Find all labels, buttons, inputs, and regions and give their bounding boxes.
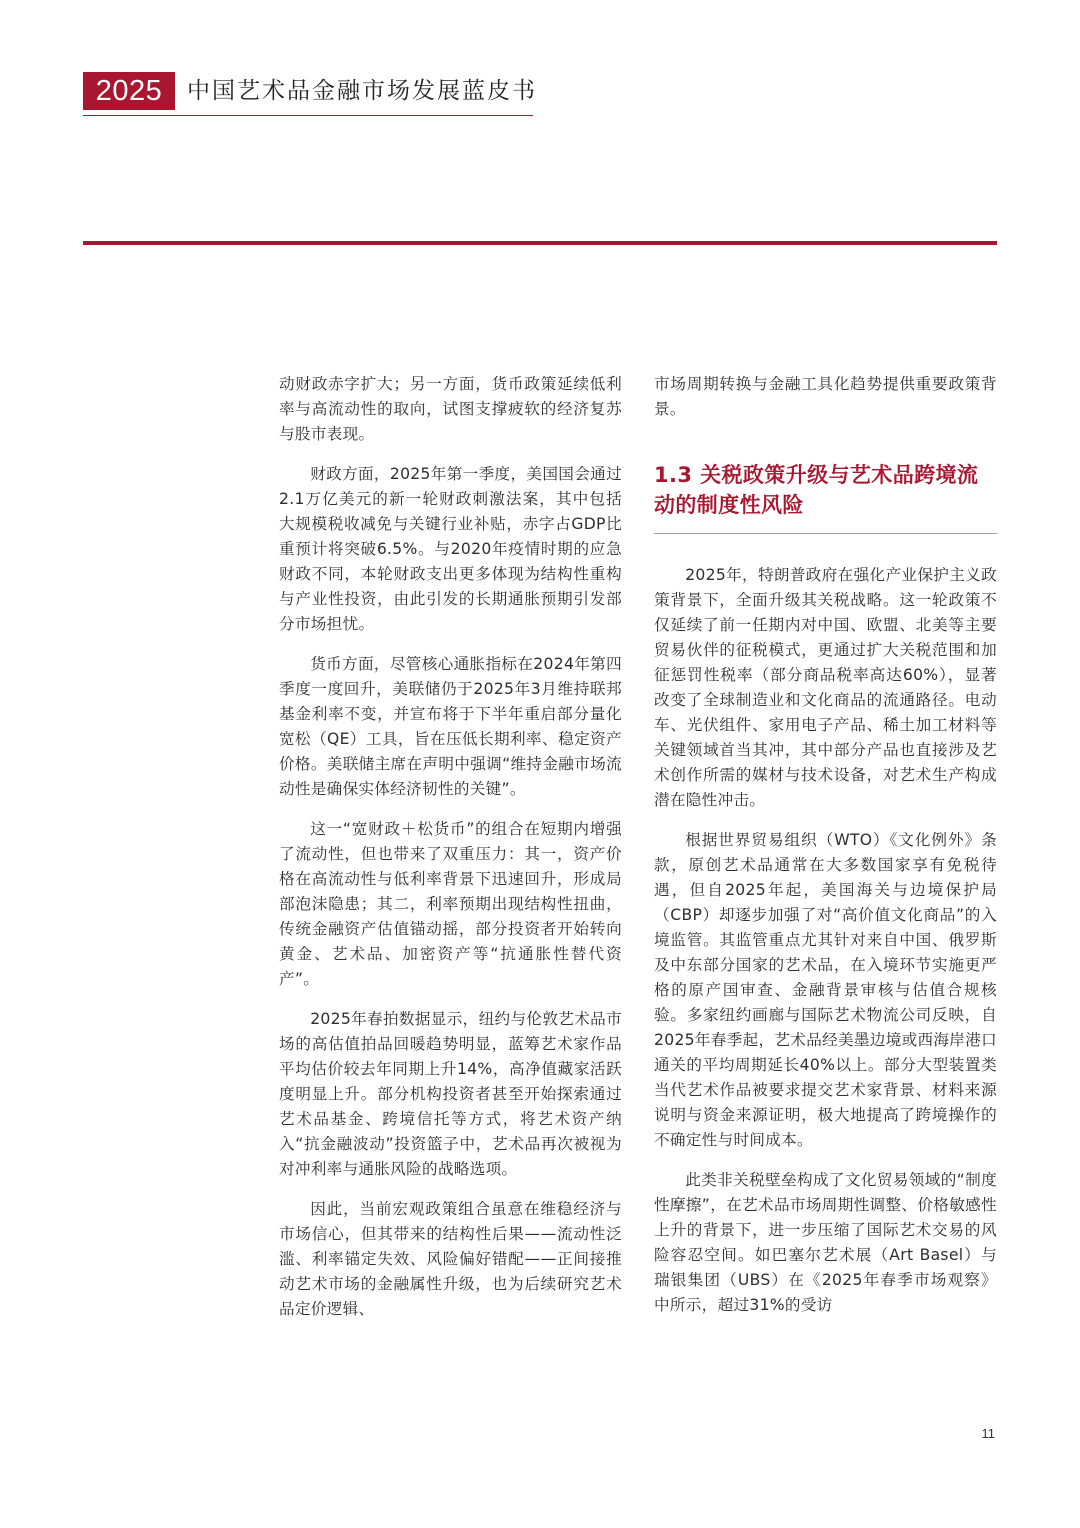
paragraph-monetary: 货币方面，尽管核心通胀指标在2024年第四季度一度回升，美联储仍于2025年3月维持联邦基金利率不变，并宣布将于下半年重启部分量化宽松（QE）工具，旨在压低长期利率、稳定资产价格。美联储主席在声明中强调“维持金融市场流动性是确保实体经济韧性的关键”。: [279, 655, 622, 798]
paragraph-institutional-friction: 此类非关税壁垒构成了文化贸易领域的“制度性摩擦”，在艺术品市场周期性调整、价格敏感性上升的背景下，进一步压缩了国际艺术交易的风险容忍空间。如巴塞尔艺术展（Art Basel）与瑞银集团（UBS）在《2025年春季市场观察》中所示，超过31%的受访: [654, 1171, 997, 1314]
right-column: [654, 372, 997, 1333]
left-column: [279, 372, 622, 1337]
paragraph-policy-mix: 这一“宽财政＋松货币”的组合在短期内增强了流动性，但也带来了双重压力：其一，资产价格在高流动性与低利率背景下迅速回升，形成局部泡沫隐患；其二，利率预期出现结构性扭曲，传统金融资产估值锚动摇，部分投资者开始转向黄金、艺术品、加密资产等“抗通胀性替代资产”。: [279, 820, 622, 988]
section-heading: 1.3 关税政策升级与艺术品跨境流动的制度性风险: [654, 463, 979, 517]
paragraph-spring-auction: 2025年春拍数据显示，纽约与伦敦艺术品市场的高估值拍品回暖趋势明显，蓝筹艺术家作品平均估价较去年同期上升14%，高净值藏家活跃度明显上升。部分机构投资者甚至开始探索通过艺术品基金、跨境信托等方式，将艺术资产纳入“抗金融波动”投资篮子中，艺术品再次被视为对冲利率与通胀风险的战略选项。: [279, 1010, 622, 1178]
paragraph-continued: 动财政赤字扩大；另一方面，货币政策延续低利率与高流动性的取向，试图支撑疲软的经济复苏与股市表现。: [279, 375, 622, 443]
section-heading-rule: [654, 533, 997, 534]
header-title: 中国艺术品金融市场发展蓝皮书: [187, 78, 537, 104]
running-header: [83, 72, 537, 112]
top-divider: [83, 241, 997, 245]
paragraph-conclusion: 因此，当前宏观政策组合虽意在维稳经济与市场信心，但其带来的结构性后果——流动性泛滥、利率锚定失效、风险偏好错配——正间接推动艺术市场的金融属性升级，也为后续研究艺术品定价逻辑、: [279, 1200, 622, 1318]
page-number: 11: [981, 1426, 995, 1441]
paragraph-wto-cultural-exception: 根据世界贸易组织（WTO）《文化例外》条款，原创艺术品通常在大多数国家享有免税待遇，但自2025年起，美国海关与边境保护局（CBP）却逐步加强了对“高价值文化商品”的入境监管。其监管重点尤其针对来自中国、俄罗斯及中东部分国家的艺术品，在入境环节实施更严格的原产国审查、金融背景审核与估值合规核验。多家纽约画廊与国际艺术物流公司反映，自2025年春季起，艺术品经美墨边境或西海岸港口通关的平均周期延长40%以上。部分大型装置类当代艺术作品被要求提交艺术家背景、材料来源说明与资金来源证明，极大地提高了跨境操作的不确定性与时间成本。: [654, 831, 997, 1149]
paragraph-fiscal: 财政方面，2025年第一季度，美国国会通过2.1万亿美元的新一轮财政刺激法案，其中包括大规模税收减免与关键行业补贴，赤字占GDP比重预计将突破6.5%。与2020年疫情时期的应急财政不同，本轮财政支出更多体现为结构性重构与产业性投资，由此引发的长期通胀预期引发部分市场担忧。: [279, 465, 622, 633]
paragraph-continued-right: 市场周期转换与金融工具化趋势提供重要政策背景。: [654, 375, 997, 418]
header-underline: [83, 115, 533, 116]
header-year-badge: 2025: [83, 72, 175, 110]
paragraph-tariff-strategy: 2025年，特朗普政府在强化产业保护主义政策背景下，全面升级其关税战略。这一轮政策不仅延续了前一任期内对中国、欧盟、北美等主要贸易伙伴的征税模式，更通过扩大关税范围和加征惩罚性税率（部分商品税率高达60%），显著改变了全球制造业和文化商品的流通路径。电动车、光伏组件、家用电子产品、稀土加工材料等关键领域首当其冲，其中部分产品也直接涉及艺术创作所需的媒材与技术设备，对艺术生产构成潜在隐性冲击。: [654, 566, 997, 809]
